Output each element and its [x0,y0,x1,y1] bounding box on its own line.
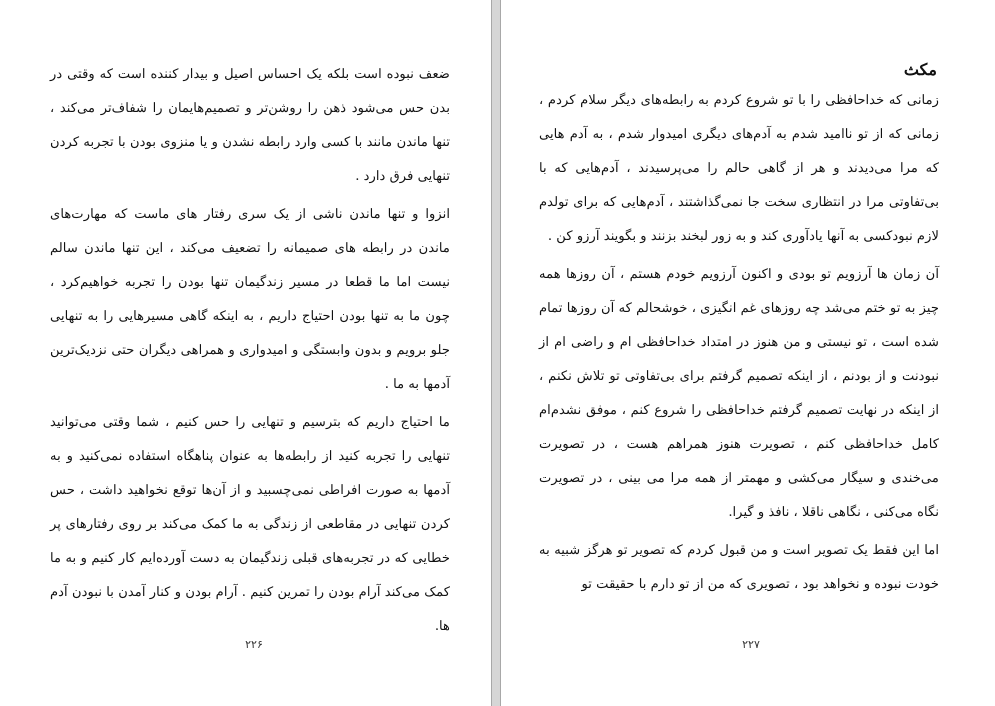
page-number: ۲۲۷ [742,638,760,651]
page-number: ۲۲۶ [245,638,263,651]
paragraph: آن زمان ها آرزویم تو بودی و اکنون آرزویم خودم هستم ، آن روزها همه چیز به تو ختم می‌شد چه روزهای غم انگیزی ، خوشحالم که آن روزها تمام شده است ، تو نیستی و من هنوز در امتداد خداحافظی ام و راضی ام از نبودنت و از بودنم ، از اینکه تصمیم گرفتم برای بی‌تفاوتی تو تلاش نکنم ، از اینکه در نهایت تصمیم گرفتم خداحافظی را شروع کنم ، موفق نشدم‌ام کامل خداحافظی کنم ، تصویرت هنوز همراهم هست ، در تصویرت می‌خندی و سیگار می‌کشی و مهمتر از همه مرا می بینی ، در تصویرت نگاه می‌کنی ، نگاهی ناقلا ، نافذ و گیرا. [539,267,939,520]
paragraph: زمانی که خداحافظی را با تو شروع کردم به رابطه‌های دیگر سلام کردم ، زمانی که از تو ناامید شدم به آدم‌های دیگری امیدوار شدم ، به آدم هایی که مرا می‌دیدند و هر از گاهی حالم را می‌پرسیدند ، آدم‌هایی که با بی‌تفاوتی مرا در انتظاری سخت جا نمی‌گذاشتند ، آدم‌هایی که برای تولدم لازم نبودکسی به آنها یادآوری کند و به زور لبخند بزنند و بگویند آرزو کن . [539,93,939,244]
book-gutter [492,0,500,706]
left-page-body [50,58,450,644]
paragraph: ما احتیاج داریم که بترسیم و تنهایی را حس کنیم ، شما وقتی می‌توانید تنهایی را تجربه کنید از رابطه‌ها به عنوان پناهگاه استفاده نمی‌کنید و به آدمها به صورت افراطی نمی‌چسبید و از آن‌ها توقع نخواهید داشت ، حس کردن تنهایی در مقاطعی از زندگی به ما کمک می‌کند بر روی رفتارهای پر خطایی که در تجربه‌های قبلی زندگیمان به دست آورده‌ایم کار کنیم و به ما کمک می‌کند آرام بودن را تمرین کنیم . آرام بودن و کنار آمدن با نبودن آدم ها. [50,415,450,634]
right-page-body [539,84,939,602]
paragraph: انزوا و تنها ماندن ناشی از یک سری رفتار های ماست که مهارت‌های ماندن در رابطه های صمیمانه را تضعیف می‌کند ، این تنها ماندن سالم نیست اما ما قطعا در مسیر زندگیمان تنها بودن را تجربه خواهیم‌کرد ، چون ما به تنها بودن احتیاج داریم ، به اینکه گاهی مسیرهایی را به تنهایی جلو برویم و بدون وابستگی و امیدواری و همراهی دیگران حتی نزدیک‌ترین آدمها به ما . [50,207,450,392]
left-page [0,0,492,706]
paragraph: اما این فقط یک تصویر است و من قبول کردم که تصویر تو هرگز شبیه به خودت نبوده و نخواهد بود ، تصویری که من از تو دارم با حقیقت تو [539,543,939,592]
right-page [500,0,995,706]
paragraph: ضعف نبوده است بلکه یک احساس اصیل و بیدار کننده است که وقتی در بدن حس می‌شود ذهن را روشن‌تر و تصمیم‌هایمان را شفاف‌تر می‌کند ، تنها ماندن مانند با کسی وارد رابطه نشدن و یا منزوی بودن با تجربه کردن تنهایی فرق دارد . [50,67,450,184]
section-heading: مکث [903,60,937,79]
